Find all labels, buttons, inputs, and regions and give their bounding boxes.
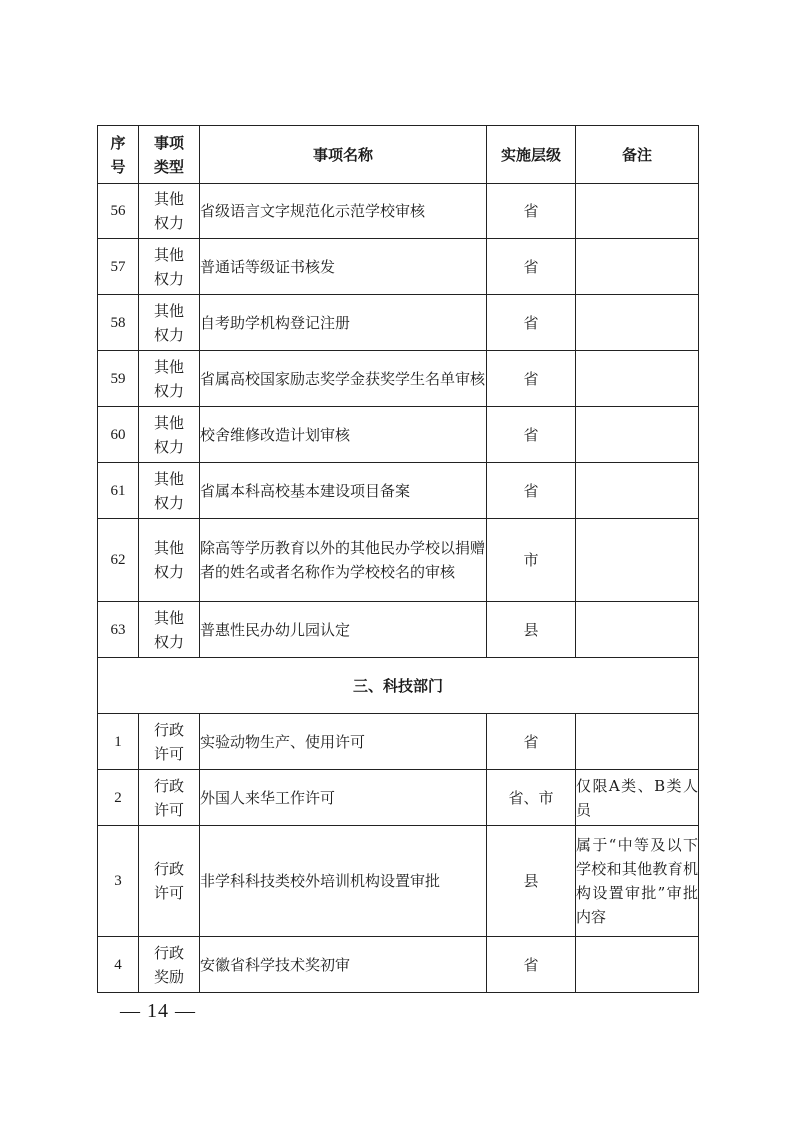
row-seq: 63: [98, 602, 139, 658]
row-type: 行政 许可: [139, 826, 200, 937]
row-level: 省、市: [487, 770, 576, 826]
row-note: [576, 463, 699, 519]
row-name: 自考助学机构登记注册: [200, 295, 487, 351]
row-seq: 2: [98, 770, 139, 826]
row-type: 其他 权力: [139, 519, 200, 602]
table-row: [98, 770, 699, 826]
row-level: 省: [487, 937, 576, 993]
row-level: 县: [487, 602, 576, 658]
row-level: 省: [487, 184, 576, 239]
row-level: 省: [487, 351, 576, 407]
row-note: [576, 937, 699, 993]
row-name: 普通话等级证书核发: [200, 239, 487, 295]
row-level: 省: [487, 463, 576, 519]
table-row: [98, 602, 699, 658]
row-seq: 59: [98, 351, 139, 407]
row-level: 市: [487, 519, 576, 602]
table-row: [98, 407, 699, 463]
row-seq: 56: [98, 184, 139, 239]
row-type: 其他 权力: [139, 351, 200, 407]
table-row: [98, 714, 699, 770]
row-note: 属于“中等及以下学校和其他教育机构设置审批”审批内容: [576, 826, 699, 937]
section-row: [98, 658, 699, 714]
row-note: [576, 407, 699, 463]
row-name: 实验动物生产、使用许可: [200, 714, 487, 770]
row-name: 省属本科高校基本建设项目备案: [200, 463, 487, 519]
row-name: 省级语言文字规范化示范学校审核: [200, 184, 487, 239]
row-type: 其他 权力: [139, 239, 200, 295]
table-row: [98, 463, 699, 519]
row-note: [576, 239, 699, 295]
header-note: 备注: [576, 126, 699, 184]
row-note: [576, 351, 699, 407]
row-type: 其他 权力: [139, 407, 200, 463]
header-type: 事项 类型: [139, 126, 200, 184]
table-header-row: [98, 126, 699, 184]
table-row: [98, 937, 699, 993]
row-seq: 61: [98, 463, 139, 519]
row-note: [576, 714, 699, 770]
row-level: 省: [487, 239, 576, 295]
row-seq: 58: [98, 295, 139, 351]
row-level: 省: [487, 407, 576, 463]
header-name: 事项名称: [200, 126, 487, 184]
page-number: — 14 —: [120, 1000, 196, 1022]
row-name: 外国人来华工作许可: [200, 770, 487, 826]
row-note: [576, 602, 699, 658]
row-level: 省: [487, 295, 576, 351]
row-seq: 60: [98, 407, 139, 463]
header-seq: 序 号: [98, 126, 139, 184]
row-seq: 62: [98, 519, 139, 602]
table-row: [98, 184, 699, 239]
table-row: [98, 295, 699, 351]
row-seq: 3: [98, 826, 139, 937]
row-type: 行政 许可: [139, 770, 200, 826]
row-note: [576, 519, 699, 602]
table-row: [98, 239, 699, 295]
row-seq: 57: [98, 239, 139, 295]
row-level: 省: [487, 714, 576, 770]
row-name: 省属高校国家励志奖学金获奖学生名单审核: [200, 351, 487, 407]
row-note: [576, 184, 699, 239]
row-name: 除高等学历教育以外的其他民办学校以捐赠者的姓名或者名称作为学校校名的审核: [200, 519, 487, 602]
row-type: 其他 权力: [139, 602, 200, 658]
table-row: [98, 519, 699, 602]
row-seq: 1: [98, 714, 139, 770]
row-type: 其他 权力: [139, 184, 200, 239]
row-note: 仅限A类、B类人员: [576, 770, 699, 826]
section-title: 三、科技部门: [98, 658, 699, 714]
row-seq: 4: [98, 937, 139, 993]
header-level: 实施层级: [487, 126, 576, 184]
table-row: [98, 351, 699, 407]
row-type: 其他 权力: [139, 463, 200, 519]
row-name: 安徽省科学技术奖初审: [200, 937, 487, 993]
items-table: [97, 125, 699, 993]
row-type: 其他 权力: [139, 295, 200, 351]
row-level: 县: [487, 826, 576, 937]
row-name: 普惠性民办幼儿园认定: [200, 602, 487, 658]
table-row: [98, 826, 699, 937]
row-type: 行政 许可: [139, 714, 200, 770]
row-name: 校舍维修改造计划审核: [200, 407, 487, 463]
row-name: 非学科科技类校外培训机构设置审批: [200, 826, 487, 937]
row-note: [576, 295, 699, 351]
row-type: 行政 奖励: [139, 937, 200, 993]
